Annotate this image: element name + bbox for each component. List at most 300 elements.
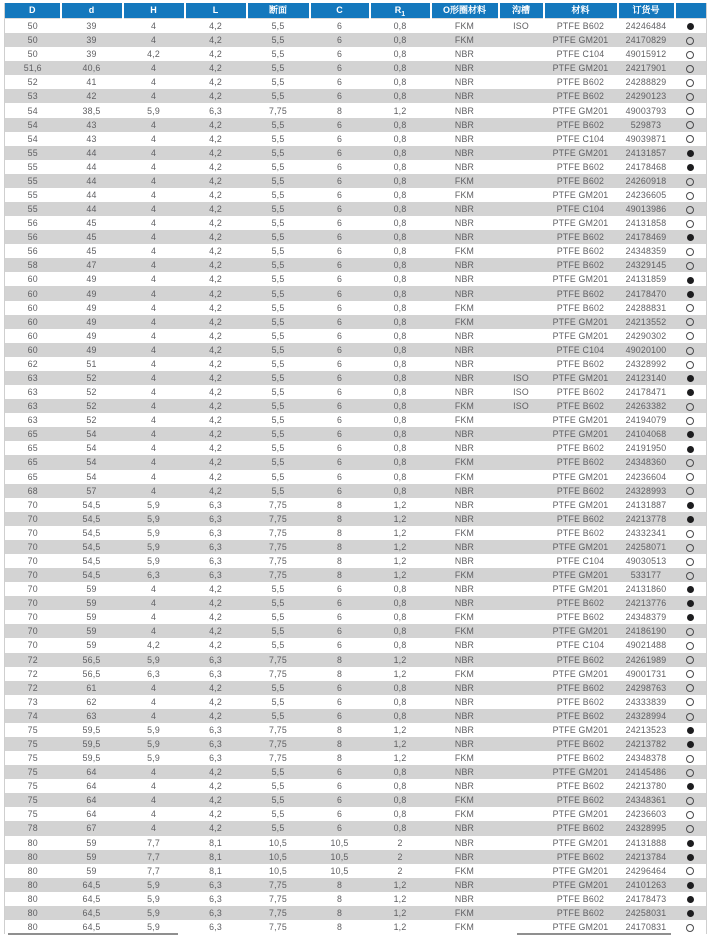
cell-C: 6 [310, 19, 370, 34]
cell-L: 4,2 [209, 710, 222, 721]
cell-duanmian: 7,75 [269, 105, 287, 116]
cell-C: 6 [336, 274, 343, 285]
cell-duanmian: 5,5 [271, 147, 285, 158]
cell-groove [499, 850, 544, 864]
cell-oring-material: NBR [454, 232, 475, 243]
table-row [5, 821, 707, 835]
cell-d: 54 [86, 471, 97, 482]
cell-groove [499, 301, 544, 315]
table-row [5, 596, 707, 610]
cell-material: PTFE GM201 [552, 499, 609, 510]
cell-R1: 1,2 [393, 654, 407, 665]
cell-duanmian: 7,75 [269, 668, 287, 679]
cell-oring-material: NBR [454, 161, 475, 172]
cell-H: 4 [150, 457, 157, 468]
cell-L: 4,2 [209, 443, 222, 454]
open-dot-icon [686, 65, 694, 73]
table-row [5, 512, 707, 526]
cell-dot [675, 286, 707, 300]
cell-oring-material: FKM [454, 189, 475, 200]
table-row [5, 906, 707, 920]
cell-duanmian: 5,5 [271, 710, 285, 721]
cell-material: PTFE B602 [556, 781, 605, 792]
cell-duanmian: 7,75 [269, 922, 287, 933]
cell-D: 65 [27, 471, 38, 482]
cell-dot [675, 667, 707, 681]
cell-R1: 0,8 [393, 795, 407, 806]
column-header-R1: $R_1$ [370, 3, 431, 19]
cell-R1: 1,2 [393, 105, 407, 116]
cell-d: 44 [86, 147, 97, 158]
cell-duanmian: 5,5 [271, 640, 285, 651]
cell-d: 54 [86, 457, 97, 468]
cell-D: 70 [27, 556, 38, 566]
cell-dot [675, 216, 707, 230]
column-header-oring-material: O形圈材料 [431, 3, 499, 19]
cell-R1: 0,8 [393, 119, 407, 130]
cell-groove [499, 329, 544, 343]
cell-C: 6 [336, 302, 343, 313]
cell-C: 8 [336, 105, 343, 116]
cell-D: 80 [27, 907, 38, 918]
cell-groove [499, 653, 544, 667]
cell-dot [675, 146, 707, 160]
cell-d: 61 [86, 682, 97, 693]
cell-order-number: 24213780 [625, 781, 667, 792]
table-row [5, 146, 707, 160]
table-row [5, 653, 707, 667]
cell-R1: 0,8 [393, 457, 407, 468]
cell-oring-material: NBR [454, 710, 475, 721]
cell-R1: 0,8 [393, 682, 407, 693]
cell-order-number: 24261989 [625, 654, 667, 665]
cell-D: 70 [27, 626, 38, 637]
cell-order-number: 49020100 [625, 344, 667, 355]
cell-H: 4 [150, 823, 157, 834]
cell-C: 6 [336, 218, 343, 229]
cell-H: 4 [150, 274, 157, 285]
cell-groove [499, 216, 544, 230]
column-header-D: D [5, 3, 61, 19]
cell-duanmian: 5,5 [271, 133, 285, 144]
cell-C: 6 [336, 232, 343, 243]
cell-C: 8 [336, 879, 343, 890]
cell-H: 4 [150, 133, 157, 144]
cell-dot [675, 89, 707, 103]
cell-material: PTFE B602 [556, 739, 605, 750]
cell-H: 4 [150, 429, 157, 440]
cell-oring-material: NBR [454, 513, 475, 524]
cell-L: 6,3 [209, 739, 222, 750]
cell-dot [675, 807, 707, 821]
open-dot-icon [686, 642, 694, 650]
cell-R1: 0,8 [393, 485, 407, 496]
cell-C: 8 [336, 753, 343, 764]
cell-R1: 0,8 [393, 246, 407, 257]
cell-R1: 1,2 [393, 739, 407, 750]
open-dot-icon [686, 361, 694, 369]
cell-L: 6,3 [209, 556, 222, 566]
cell-L: 6,3 [209, 753, 222, 764]
cell-duanmian: 5,5 [271, 119, 285, 130]
cell-C: 6 [336, 696, 343, 707]
cell-C: 6 [336, 35, 343, 46]
cell-L: 6,3 [209, 922, 222, 933]
cell-oring-material: FKM [454, 570, 475, 581]
cell-D: 72 [27, 682, 38, 693]
cell-L: 4,2 [209, 63, 222, 74]
cell-d: 40,6 [82, 63, 101, 74]
cell-R1: 0,8 [393, 471, 407, 482]
filled-dot-icon [687, 910, 694, 917]
cell-material: PTFE B602 [556, 598, 605, 609]
cell-D: 50 [27, 35, 38, 46]
cell-order-number: 24328995 [625, 823, 667, 834]
cell-H: 5,9 [147, 922, 160, 933]
cell-oring-material: NBR [454, 781, 475, 792]
cell-order-number: 24178471 [625, 387, 667, 398]
open-dot-icon [686, 220, 694, 228]
table-row [5, 258, 707, 272]
cell-duanmian: 5,5 [271, 344, 285, 355]
cell-groove [499, 610, 544, 624]
cell-oring-material: NBR [454, 429, 475, 440]
cell-oring-material: NBR [454, 288, 475, 299]
cell-L: 4,2 [209, 316, 222, 327]
cell-dot [675, 33, 707, 47]
cell-material: PTFE B602 [556, 527, 605, 538]
cell-dot [675, 118, 707, 132]
cell-groove [499, 807, 544, 821]
cell-L: 4,2 [209, 330, 222, 341]
cell-groove: ISO [499, 19, 544, 34]
cell-d: 67 [86, 823, 97, 834]
cell-oring-material: FKM [454, 922, 475, 933]
cell-H: 4 [150, 63, 157, 74]
cell-material: PTFE B602 [556, 77, 605, 88]
open-dot-icon [686, 811, 694, 819]
cell-oring-material: NBR [454, 91, 475, 102]
cell-R1: 0,8 [393, 584, 407, 595]
cell-groove [499, 526, 544, 540]
cell-duanmian: 5,5 [271, 175, 285, 186]
cell-L: 6,3 [209, 499, 222, 510]
cell-C: 6 [336, 147, 343, 158]
cell-duanmian: 7,75 [269, 907, 287, 918]
cell-d: 54 [86, 429, 97, 440]
cell-material: PTFE B602 [556, 232, 605, 243]
cell-oring-material: NBR [454, 541, 475, 552]
cell-oring-material: NBR [454, 724, 475, 735]
cell-order-number: 24290302 [625, 330, 667, 341]
cell-groove [499, 681, 544, 695]
cell-d: 42 [86, 91, 97, 102]
cell-L: 4,2 [209, 401, 222, 412]
cell-order-number: 24178468 [625, 161, 667, 172]
column-header-duanmian: 断面 [247, 3, 310, 19]
cell-d: 64 [86, 767, 97, 778]
cell-dot [675, 821, 707, 835]
cell-d: 47 [86, 260, 97, 271]
cell-L: 8,1 [209, 851, 222, 862]
cell-d: 51 [86, 358, 97, 369]
cell-order-number: 24131857 [625, 147, 667, 158]
cell-order-number: 24290123 [625, 91, 667, 102]
cell-order-number: 24213778 [625, 513, 667, 524]
cell-H: 4 [150, 372, 157, 383]
cell-material: PTFE GM201 [552, 105, 609, 116]
cell-order-number: 24328992 [625, 358, 667, 369]
cell-R1: 0,8 [393, 823, 407, 834]
cell-dot [675, 709, 707, 723]
cell-D: 65 [27, 457, 38, 468]
cell-L: 6,3 [209, 907, 222, 918]
cell-duanmian: 5,5 [271, 457, 285, 468]
cell-d: 52 [86, 401, 97, 412]
cell-oring-material: FKM [454, 401, 475, 412]
cell-C: 8 [336, 541, 343, 552]
filled-dot-icon [687, 741, 694, 748]
cell-D: 70 [27, 584, 38, 595]
cell-d: 54,5 [82, 541, 101, 552]
cell-oring-material: FKM [454, 316, 475, 327]
cell-groove [499, 484, 544, 498]
cell-groove [499, 498, 544, 512]
cell-d: 39 [61, 19, 123, 34]
cell-d: 59 [86, 640, 97, 651]
cell-R1: 1,2 [393, 879, 407, 890]
table-row [5, 610, 707, 624]
cell-H: 4 [150, 767, 157, 778]
cell-material: PTFE B602 [556, 91, 605, 102]
cell-order-number: 24260918 [625, 175, 667, 186]
table-row [5, 132, 707, 146]
cell-order-number: 24178470 [625, 288, 667, 299]
column-header-H: H [123, 3, 185, 19]
cell-material: PTFE C104 [556, 344, 605, 355]
cell-C: 6 [336, 91, 343, 102]
cell-groove [499, 357, 544, 371]
cell-H: 4 [150, 696, 157, 707]
header-row [5, 3, 707, 19]
cell-R1: 0,8 [393, 358, 407, 369]
filled-dot-icon [687, 614, 694, 621]
cell-D: 63 [27, 387, 38, 398]
table-row [5, 892, 707, 906]
cell-D: 80 [27, 893, 38, 904]
cell-duanmian: 5,5 [247, 19, 310, 34]
cell-H: 5,9 [147, 739, 160, 750]
cell-R1: 1,2 [393, 513, 407, 524]
cell-H: 4 [150, 77, 157, 88]
cell-H: 5,9 [147, 541, 160, 552]
cell-oring-material: FKM [454, 795, 475, 806]
cell-R1: 0,8 [393, 598, 407, 609]
cell-groove [499, 695, 544, 709]
open-dot-icon [686, 79, 694, 87]
cell-R1: 1,2 [393, 893, 407, 904]
cell-dot [675, 202, 707, 216]
cell-R1: 0,8 [393, 372, 407, 383]
cell-H: 4 [123, 19, 185, 34]
cell-H: 5,9 [147, 499, 160, 510]
cell-order-number: 24213782 [625, 739, 667, 750]
cell-D: 60 [27, 316, 38, 327]
cell-material: PTFE GM201 [552, 541, 609, 552]
cell-d: 41 [86, 77, 97, 88]
cell-dot [675, 554, 707, 568]
cell-material: PTFE B602 [556, 907, 605, 918]
cell-C: 6 [336, 457, 343, 468]
cell-groove [499, 61, 544, 75]
open-dot-icon [686, 347, 694, 355]
cell-oring-material: NBR [454, 767, 475, 778]
filled-dot-icon [687, 727, 694, 734]
cell-L: 4,2 [209, 189, 222, 200]
cell-d: 59,5 [82, 739, 101, 750]
table-row [5, 230, 707, 244]
cell-R1: 1,2 [393, 907, 407, 918]
cell-duanmian: 5,5 [271, 91, 285, 102]
cell-duanmian: 5,5 [271, 809, 285, 820]
cell-L: 6,3 [209, 654, 222, 665]
cell-d: 56,5 [82, 654, 101, 665]
cell-C: 6 [336, 485, 343, 496]
cell-R1: 0,8 [393, 189, 407, 200]
cell-R1: 0,8 [393, 809, 407, 820]
cell-L: 4,2 [209, 696, 222, 707]
cell-L: 4,2 [209, 77, 222, 88]
cell-H: 4 [150, 387, 157, 398]
cell-R1: 0,8 [393, 767, 407, 778]
cell-material: PTFE B602 [556, 823, 605, 834]
cell-D: 54 [27, 119, 38, 130]
table-row [5, 343, 707, 357]
cell-L: 4,2 [209, 204, 222, 215]
cell-L: 4,2 [209, 823, 222, 834]
cell-duanmian: 5,5 [271, 358, 285, 369]
cell-order-number: 24329145 [625, 260, 667, 271]
cell-C: 6 [336, 260, 343, 271]
cell-duanmian: 7,75 [269, 570, 287, 581]
cell-R1: 0,8 [393, 710, 407, 721]
cell-dot [675, 695, 707, 709]
cell-L: 4,2 [209, 795, 222, 806]
cell-duanmian: 7,75 [269, 753, 287, 764]
table-row [5, 118, 707, 132]
cell-L: 4,2 [209, 485, 222, 496]
cell-H: 4 [150, 401, 157, 412]
open-dot-icon [686, 178, 694, 186]
cell-duanmian: 5,5 [271, 612, 285, 623]
cell-C: 10,5 [330, 851, 349, 862]
cell-groove [499, 427, 544, 441]
open-dot-icon [686, 473, 694, 481]
cell-d: 52 [86, 387, 97, 398]
cell-H: 4 [150, 330, 157, 341]
cell-d: 63 [86, 710, 97, 721]
cell-R1: 0,8 [393, 640, 407, 651]
cell-material: PTFE B602 [556, 175, 605, 186]
cell-order-number: 24348360 [625, 457, 667, 468]
cell-d: 39 [86, 35, 97, 46]
bottom-rule-right [517, 933, 671, 935]
cell-groove [499, 286, 544, 300]
cell-C: 6 [336, 175, 343, 186]
table-row [5, 484, 707, 498]
open-dot-icon [686, 248, 694, 256]
cell-dot [675, 850, 707, 864]
cell-R1: 2 [397, 851, 403, 862]
cell-H: 4 [150, 232, 157, 243]
cell-oring-material: NBR [454, 640, 475, 651]
cell-oring-material: NBR [454, 330, 475, 341]
filled-dot-icon [687, 446, 694, 453]
cell-D: 50 [27, 49, 38, 60]
cell-order-number: 24145486 [625, 767, 667, 778]
cell-H: 4,2 [147, 640, 160, 651]
cell-order-number: 49015912 [625, 49, 667, 60]
cell-H: 4 [150, 682, 157, 693]
cell-material: PTFE GM201 [552, 63, 609, 74]
cell-dot [675, 188, 707, 202]
cell-order-number: 24191950 [625, 443, 667, 454]
cell-H: 4 [150, 344, 157, 355]
cell-C: 6 [336, 316, 343, 327]
cell-d: 59 [86, 598, 97, 609]
cell-duanmian: 5,5 [271, 204, 285, 215]
cell-R1: 0,8 [393, 49, 407, 60]
cell-D: 58 [27, 260, 38, 271]
table-row [5, 357, 707, 371]
cell-groove [499, 174, 544, 188]
cell-material: PTFE GM201 [552, 415, 609, 426]
cell-order-number: 49003793 [625, 105, 667, 116]
cell-L: 6,3 [209, 570, 222, 581]
cell-C: 6 [336, 372, 343, 383]
cell-C: 8 [336, 556, 343, 566]
cell-dot [675, 357, 707, 371]
cell-groove: ISO [513, 372, 529, 383]
cell-oring-material: FKM [454, 457, 475, 468]
table-row [5, 301, 707, 315]
cell-dot [675, 19, 707, 34]
cell-material: PTFE GM201 [552, 429, 609, 440]
cell-C: 6 [336, 626, 343, 637]
cell-order-number: 24178469 [625, 232, 667, 243]
cell-material: PTFE B602 [556, 443, 605, 454]
filled-dot-icon [687, 234, 694, 241]
cell-H: 4 [150, 809, 157, 820]
table-row [5, 329, 707, 343]
table-row [5, 47, 707, 61]
cell-groove [499, 821, 544, 835]
cell-dot [675, 568, 707, 582]
cell-L: 6,3 [209, 724, 222, 735]
cell-order-number: 24246484 [618, 19, 675, 34]
cell-H: 6,3 [147, 668, 160, 679]
cell-duanmian: 5,5 [271, 443, 285, 454]
cell-order-number: 49001731 [625, 668, 667, 679]
cell-material: PTFE GM201 [552, 570, 609, 581]
cell-order-number: 24170829 [625, 35, 667, 46]
cell-d: 38,5 [82, 105, 101, 116]
cell-D: 56 [27, 232, 38, 243]
cell-H: 5,9 [147, 527, 160, 538]
table-row [5, 540, 707, 554]
open-dot-icon [686, 530, 694, 538]
open-dot-icon [686, 628, 694, 636]
